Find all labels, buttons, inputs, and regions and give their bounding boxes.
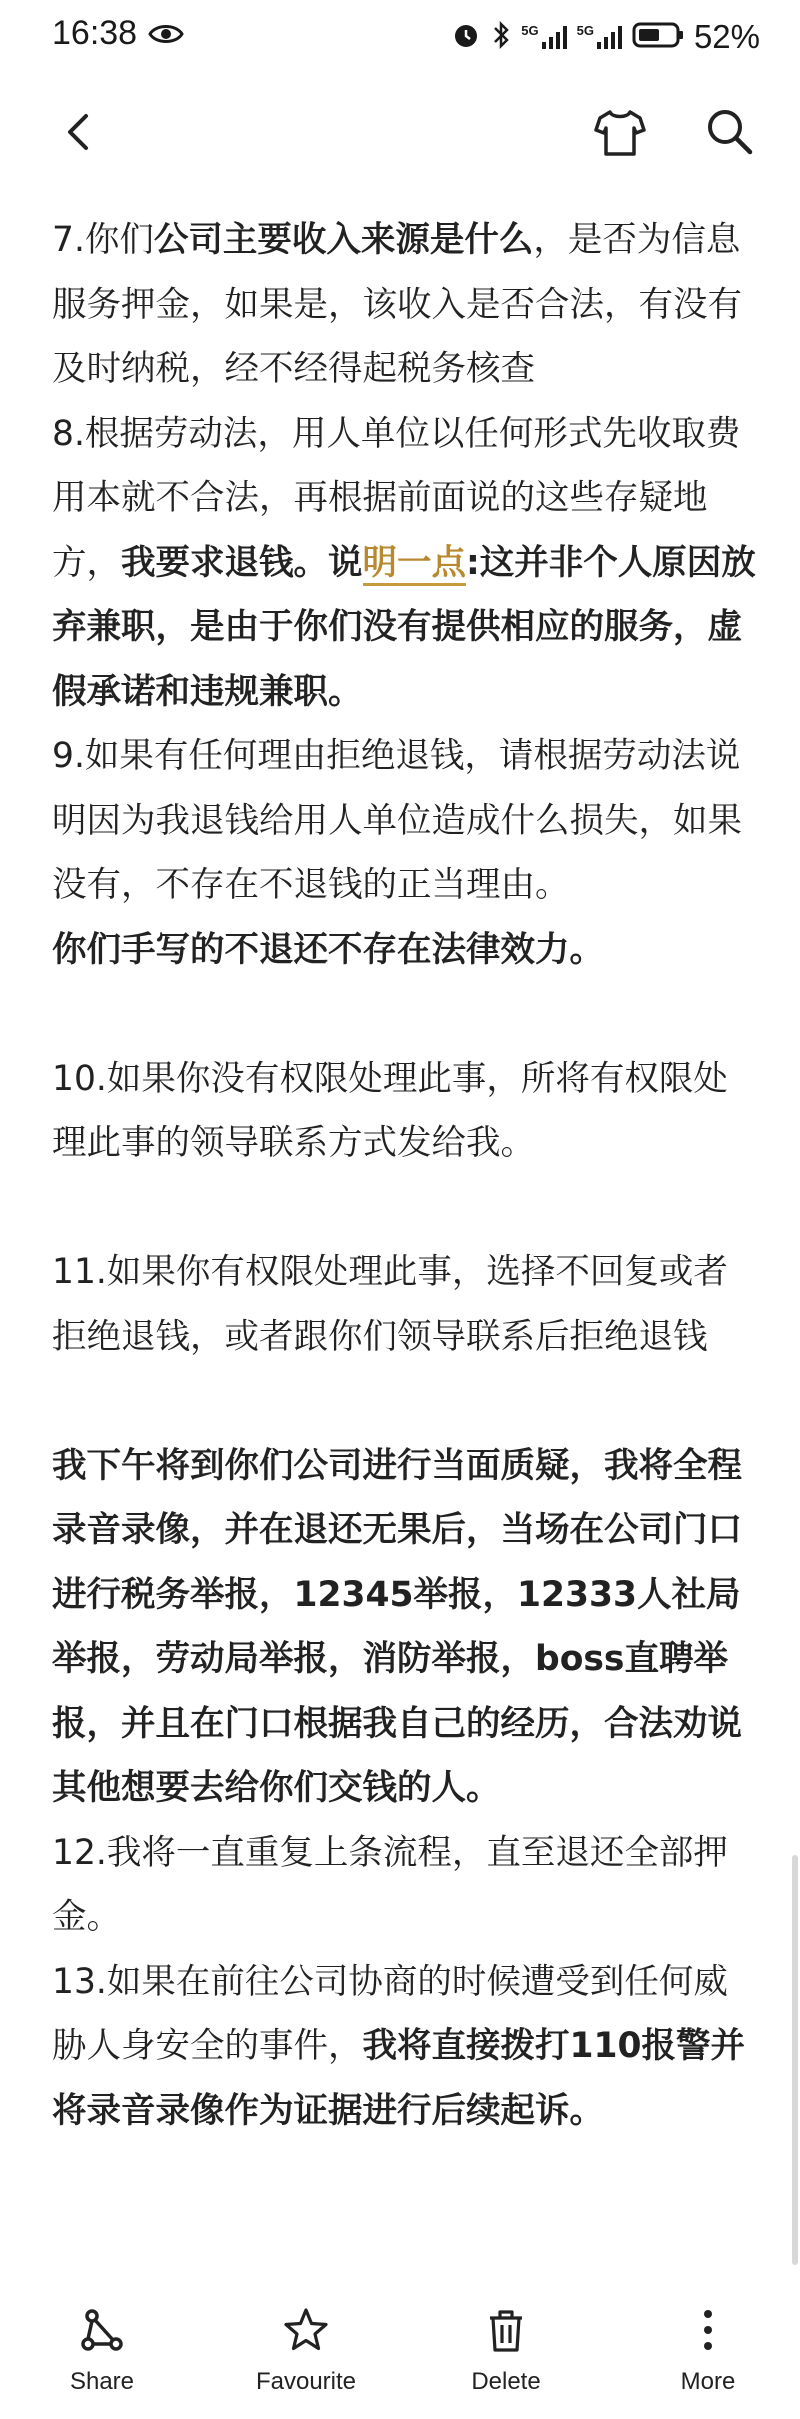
status-bar <box>0 0 800 80</box>
shirt-icon[interactable] <box>588 100 652 164</box>
paragraph-9: 9.如果有任何理由拒绝退钱，请根据劳动法说明因为我退钱给用人单位造成什么损失，如果没有，不存在不退钱的正当理由。 <box>52 736 742 905</box>
more-label: More <box>680 2368 736 2395</box>
share-button[interactable] <box>22 2306 182 2396</box>
paragraph-10: 10.如果你没有权限处理此事，所将有权限处理此事的领导联系方式发给我。 <box>52 1058 728 1163</box>
battery-percent: 52% <box>693 18 760 55</box>
bold-text: 我要求退钱。说 <box>121 542 363 583</box>
bold-text: 公司主要收入来源是什么 <box>153 220 534 260</box>
favourite-label: Favourite <box>255 2368 357 2395</box>
favourite-button[interactable] <box>226 2306 386 2396</box>
bold-text: 我将直接拨打110报警并将录音录像作为证据进行后续起诉。 <box>52 2026 746 2131</box>
status-icons <box>451 18 760 56</box>
top-app-bar <box>0 90 800 170</box>
text-span: 8.根据劳动法，用人单位以任何形式先收取费用本就不合法，再根据前面说的这些存疑地方， <box>52 413 741 583</box>
paragraph-12: 12.我将一直重复上条流程，直至退还全部押金。 <box>52 1832 728 1937</box>
search-icon[interactable] <box>698 100 762 164</box>
signal-2: 5G <box>577 24 622 50</box>
paragraph-13 <box>52 1950 762 2144</box>
highlighted-link[interactable]: 明一点 <box>363 543 467 586</box>
paragraph-action-plan: 我下午将到你们公司进行当面质疑，我将全程录音录像，并在退还无果后，当场在公司门口进行税务举报，12345举报，12333人社局举报，劳动局举报，消防举报，boss直聘举报，并且在门口根据我自己的经历，合法劝说其他想要去给你们交钱的人。 <box>52 1445 742 1808</box>
trash-icon <box>426 2306 586 2354</box>
paragraph-11: 11.如果你有权限处理此事，选择不回复或者拒绝退钱，或者跟你们领导联系后拒绝退钱 <box>52 1252 728 1357</box>
eye-icon <box>148 22 184 50</box>
text-span: 13.如果在前往公司协商的时候遭受到任何威胁人身安全的事件， <box>52 1961 728 2066</box>
share-label: Share <box>69 2368 135 2395</box>
spacer <box>52 1176 762 1241</box>
share-icon <box>22 2306 182 2354</box>
back-arrow-icon[interactable] <box>52 102 112 162</box>
scrollbar[interactable] <box>792 1855 798 2265</box>
bottom-action-bar <box>0 2290 800 2419</box>
bold-text: :这并非个人原因放弃兼职，是由于你们没有提供相应的服务，虚假承诺和违规兼职。 <box>52 542 756 712</box>
delete-button[interactable] <box>426 2306 586 2396</box>
text-span: ，是否为信息服务押金，如果是，该收入是否合法，有没有及时纳税，经不经得起税务核查 <box>52 220 742 389</box>
star-icon <box>226 2306 386 2354</box>
signal-1: 5G <box>521 24 566 50</box>
paragraph-legal-note: 你们手写的不退还不存在法律效力。 <box>52 929 604 970</box>
alarm-icon <box>451 20 481 54</box>
paragraph-7 <box>52 208 762 402</box>
delete-label: Delete <box>471 2368 541 2395</box>
battery-icon <box>632 21 684 53</box>
text-span: 7.你们 <box>52 220 154 260</box>
paragraph-8 <box>52 402 762 725</box>
status-time: 16:38 <box>52 14 138 52</box>
bluetooth-icon <box>491 20 511 54</box>
article-body <box>52 208 762 2143</box>
spacer <box>52 1369 762 1434</box>
more-button[interactable] <box>628 2306 788 2396</box>
spacer <box>52 982 762 1047</box>
more-vertical-icon <box>628 2306 788 2354</box>
